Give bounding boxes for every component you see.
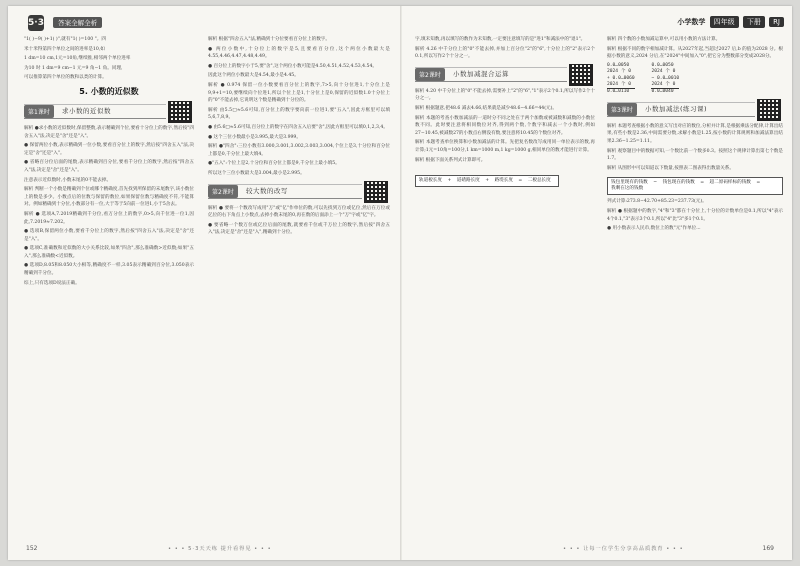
answer-paragraph: 解析 4.20 中千分位上的"0"不能去掉,需要补上"2"的"6","1"表示2个0.1,所以写作2个十分之一。: [415, 88, 595, 102]
edition-label: RJ: [769, 17, 784, 27]
answer-paragraph: 解析 观察题目中的数据可知,一个数比前一个数多0.3。按照这个规律计算出第七个数是1.7。: [607, 148, 783, 162]
intro-line: 可以推算第四个单位的数和以类的计算。: [24, 75, 107, 81]
formula-cell: 钱包里现有的钱数: [611, 180, 648, 186]
formula-cell: 超二原码样标的钱数: [709, 180, 751, 186]
calc-line: 0.0…0050: [651, 62, 674, 68]
lesson-tag: 第1课时: [24, 105, 54, 118]
answer-paragraph: 解析 ●求小数的近似数时,保留整数,表示精确到个位,要看十分位上的数字,然后按"四舍五入"法,决定是"舍"还是"入"。: [24, 125, 194, 139]
calc-line: 0.0…0110: [607, 88, 635, 95]
right-column-2: [607, 36, 783, 536]
intro-line: 1 dm=10 cm,1元=10角,继续推,相邻两个单位进率: [24, 56, 131, 62]
lesson-name: 较大数的改写: [246, 186, 288, 195]
brand-logo-icon: 5·3: [28, 15, 44, 31]
lesson-tag: 第2课时: [415, 68, 445, 81]
intro-line: 米十米得第四个单位之间的进率是10,如: [24, 46, 105, 52]
relation-operator: +: [485, 178, 490, 184]
answer-paragraph: 解析 根据题意,把48.6 减去4.66,结果就是减少48.6−4.66=44(元)。: [415, 105, 557, 111]
grade-label: 四年级: [710, 16, 739, 28]
calc-addition: [607, 63, 635, 96]
answer-paragraph: ● 用小数表示人民币,数位上的数"元"作单位...: [607, 226, 701, 232]
right-header: [677, 16, 784, 28]
brand-label: 答案全解全析: [53, 17, 102, 28]
lesson-banner: [208, 181, 390, 201]
footer-slogan: • • • 5·3天天练 提升看得见 • • •: [168, 546, 272, 552]
answer-paragraph: 解析 ● 选项A,7.2019精确到千分位,看万分位上的数字,0>5,向千位进一位1,因此,7.2019≈7.202。: [24, 211, 194, 225]
page-number: 152: [26, 545, 38, 552]
answer-paragraph: 注意表示近似数时,小数末尾的0不能去掉。: [24, 177, 112, 183]
book-spread: [8, 6, 792, 560]
answer-paragraph: ● 保留两位小数,表示精确到一位小数,要看百分位上的数字,然后按"四舍五入"法,决定是"舍"还是"入"。: [24, 143, 194, 156]
lesson-name: 小数加减混合运算: [453, 69, 509, 78]
vertical-calculation: [607, 63, 783, 96]
calc-line: 2024 个 0: [607, 69, 631, 75]
right-column-1: [415, 36, 595, 536]
answer-paragraph: ● 两位小数中,十分位上的数字是5,且要看百分位,这个两位小数最大是4.55,4.46,4.47,4.48,4.49。: [208, 46, 390, 60]
lesson-tag: 第3课时: [607, 103, 637, 116]
qr-code-icon[interactable]: [757, 99, 781, 121]
term-label: 下册: [743, 16, 765, 28]
qr-code-icon[interactable]: [569, 64, 593, 86]
lesson-tag: 第2课时: [208, 185, 238, 198]
relation-operator: =: [518, 178, 523, 184]
calc-line: 2024 个 0: [607, 82, 631, 87]
answer-paragraph: 解析 从图形中可以知道以下数量,按照表二图表得出数量关系。: [607, 165, 734, 171]
calc-line: 0.0…0050: [607, 62, 630, 68]
qr-code-icon[interactable]: [364, 181, 388, 203]
chapter-title: 5. 小数的近似数: [79, 86, 139, 96]
answer-paragraph: 因此这个两位小数最大是4.54,最小是4.45。: [208, 73, 299, 79]
answer-paragraph: ● 省略百分位后面的尾数,表示精确到百分位,要看千分位上的数字,然后按"四舍五入"法,决定是"舍"还是"入"。: [24, 160, 194, 173]
intro-line: "1( )−9( )+1( )",就有"1( )=100 "。四: [24, 37, 106, 42]
answer-paragraph: 解析 根据下面关系列式计算即可。: [415, 157, 486, 163]
answer-paragraph: 解析 ● 根据题中的数字,"4"和"3"都在十分位上,十分位的计数单位是0.1,所以"4"表示4个0.1,"3"表示3个0.1,所以"4"比"3"多1个0.1。: [607, 208, 783, 222]
answer-paragraph: 解析 本题考查根据小数的意义写出对应的数位,分析并计算,是根据乘法分配律,计算出结果,有些小数是2.36,中间需要分数,求解小数是1.25,按小数的计算规则和加减法算出结果2.36−1.25=1.11。: [607, 123, 783, 144]
relation-operator: +: [447, 178, 452, 184]
formula-operator: −: [653, 180, 658, 186]
subject-label: 小学数学: [677, 18, 706, 26]
answer-paragraph: 解析 4.26 中千分位上的"0"不能去掉,并加上百分位"2"的"6",十分位上的"2"表示2个0.1,所以写作2个十分之一。: [415, 46, 595, 60]
left-page: [8, 6, 399, 560]
formula-cell: 我剩在这的钱数: [611, 186, 644, 192]
relation-cell: 轨道板长度: [419, 178, 442, 184]
answer-paragraph: ● 选项B,保留两位小数,要看千分位上的数字,然后按"四舍五入"法,决定是"舍"还是"入"。: [24, 229, 194, 242]
formula-operator: =: [700, 180, 705, 186]
calc-line: + 0.0…0060: [607, 75, 635, 81]
calc-line: 2024 个 0: [651, 82, 676, 87]
answer-paragraph: ●"五入":个位上是2,十分位和百分位上都是9,千分位上最小填5。: [208, 161, 340, 167]
answer-paragraph: 解析 ● 0.974 保留一位小数要看百分位上的数字,7>5,向十分位进1,十分位上是9,9+1=10,要继续向个位进1,所以个位上是1,十分位上是0,保留的近似数1.0十分位上的"0"不能去掉,它说明这个数是精确到十分位的。: [208, 82, 390, 104]
answer-paragraph: ● 百分位上的数字小于5,要"舍",这个两位小数可能是4.50,4.51,4.52,4.53,4.54。: [208, 63, 377, 69]
answer-paragraph: 所以这个三位小数最大是3.004,最小是2.995。: [208, 170, 305, 176]
answer-paragraph: ● 选项D,8.05和8.050大小相等,精确度不一样,3.05表示精确到百分位,3.050表示精确到千分位。: [24, 263, 194, 277]
left-column-1: [24, 36, 194, 536]
lesson-name: 求小数的近似数: [62, 106, 111, 115]
answer-paragraph: ● 选项C,准确数和近似数的大小关系比较,如果"四舍",那么准确数>近似数;如果"五入",那么准确数<近似数。: [24, 246, 194, 259]
calc-line: − 0.0…0010: [651, 75, 680, 81]
answer-paragraph: 解析 判断一个小数是精确到个位或哪个精确度,首先找到所保留的末尾数字,该小数位上的数是多少。小数点后的位数与保留的数位,如果保留位数与精确度不符,不能算对。例如精确到十分位,小数部分有一位,大于等于5向前一位进1,小于5舍去。: [24, 187, 194, 208]
left-column-2: [208, 36, 390, 536]
calc-subtraction: [651, 63, 679, 96]
page-number: 169: [762, 545, 774, 552]
calc-line: 0.0…0040: [651, 88, 679, 95]
relation-cell: 道碴路长度: [456, 178, 480, 184]
answer-paragraph: 解析 根据"四舍五入"法,精确到十分位要看百分位上的数字。: [208, 37, 330, 42]
formula-result: 列式计算:273.8−42.70+85.23=237.73(元)。: [607, 199, 707, 205]
answer-paragraph: 字,填未知数,再以填写的数作为未知数,一定要注意填写的是"进1"和减法中的"退1"。: [415, 37, 586, 42]
answer-paragraph: 解析 根据不同的数字相加减计算。从2027年起,当超过2027 后,b 的值为2028 分。根据小数的意义,2024 分后,在"2024"中间加入"0",把它分为整数部分变成2028分。: [607, 46, 783, 60]
left-header: [28, 12, 102, 30]
answer-paragraph: 解析 本题的考查小数加减法的一道时分不同之处在于两个加数或被减数和减数的小数位数不同。此时要注意将相同数位对齐,得到两个数,个数字和减去一个小数时,例如27−10.45,被减数27的小数点右侧没有数,要注意将10.45的个数位对齐。: [415, 115, 595, 136]
lesson-banner: [607, 99, 783, 119]
relation-cell: 路堤长度: [494, 178, 513, 184]
answer-paragraph: 解析 四个数的小数加减运算中,可以用小数的方法计算。: [607, 37, 721, 42]
qr-code-icon[interactable]: [168, 101, 192, 123]
lesson-name: 小数加减法(练习课): [645, 104, 708, 113]
relation-cell: 二板总长度: [527, 178, 551, 184]
formula-cell: 钱包现在的钱数: [662, 180, 695, 186]
lesson-banner: [415, 64, 595, 84]
answer-paragraph: ● 要省略一个数万位或亿位后面的尾数,就要看千位或千万位上的数字,然后按"四舍五入"法,决定是"舍"还是"入",精确到十分位。: [208, 222, 390, 236]
quantity-relation-box: [415, 175, 559, 187]
lesson-banner: [24, 101, 194, 121]
answer-paragraph: 解析 ●"四舍":三位小数有3.000,3.001,3.002,3.003,3.004,个位上是3,十分位和百分位上都是0,千分位上最大填4。: [208, 144, 390, 157]
right-page: [403, 6, 792, 560]
book-gutter: [400, 6, 402, 560]
answer-paragraph: ● 这个三位小数最小是3.995,最大是3.999。: [208, 134, 301, 140]
calc-line: 2024 个 0: [651, 69, 676, 75]
answer-paragraph: 解析 由5.5□≈5.6可知,百分位上的数字要向前一位进1,要"五入",因此方框里可以填5,6,7,8,9。: [208, 107, 390, 121]
answer-paragraph: 解析 本题考查单位换算和小数加减法的计算。先把复名数改写成用同一单位表示的数,再计算;1元=10角=100分,1 km=1000 m,1 kg=1000 g,相同单位的数才能进行计算。: [415, 140, 595, 153]
formula-box: [607, 177, 783, 195]
answer-paragraph: ● 由5.6□≈5.6可知,百分位上的数字在四舍五入后要"舍",因此方框里可以填0,1,2,3,4。: [208, 124, 388, 130]
answer-paragraph: 综上,只有选项D说法正确。: [24, 280, 80, 286]
intro-line: 为10 时 1 dm=9 cm−1 元=9 角−1 角。同理,: [24, 65, 123, 71]
footer-slogan: • • • 让每一位学生分享高品质教育 • • •: [563, 546, 684, 552]
formula-operator: =: [756, 180, 761, 186]
answer-paragraph: 解析 ● 要将一个数改写成用"万"或"亿"作单位的数,可以先找到万位或亿位,然后在万位或亿位的右下角点上小数点,去掉小数末尾的0,再在数的后面添上一个"万"字或"亿"字。: [208, 205, 390, 219]
